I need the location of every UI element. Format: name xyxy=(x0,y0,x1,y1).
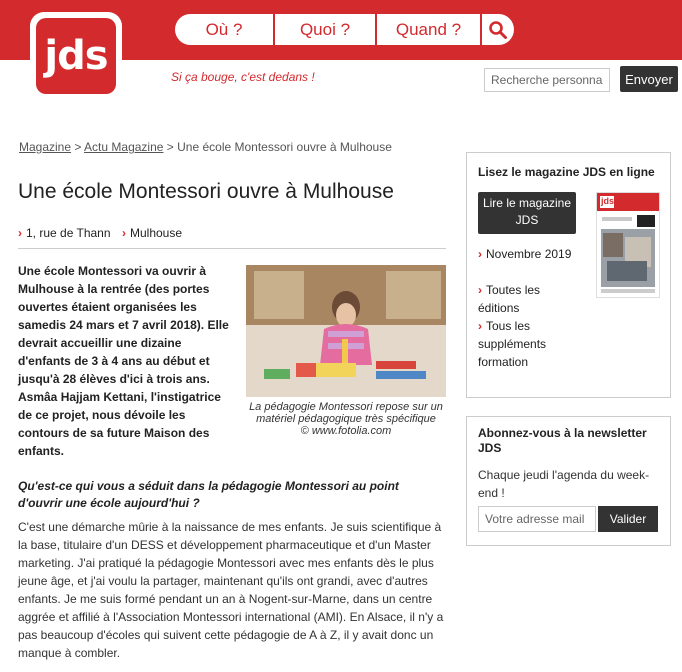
chevron-right-icon: › xyxy=(478,247,482,261)
sidebar-link-supplements[interactable] xyxy=(478,317,578,371)
city-text: Mulhouse xyxy=(130,226,183,240)
search-submit-button[interactable]: Envoyer xyxy=(620,66,678,92)
article-title: Une école Montessori ouvre à Mulhouse xyxy=(18,180,394,203)
article-lead: Une école Montessori va ouvrir à Mulhouse à la rentrée (des portes ouvertes étaient organisées les samedis 24 mars et 7 avril 2018). Elle devrait accueillir une dizaine d'enfants de 3 à 4 ans au début et jusqu'à 28 élèves d'ici à trois ans. Asmâa Hajjam Kettani, l'instigatrice de ce projet, nous dévoile les contours de sa future Maison des enfants. xyxy=(18,264,229,458)
sidebar-link-editions[interactable] xyxy=(478,281,578,317)
article-body: C'est une démarche mûrie à la naissance de mes enfants. Je suis scientifique à la base, titulaire d'un DESS et développement pharmaceutique et d'un Master marketing. J'ai pratiqué la pédagogie Montessori avec mes enfants dès le plus jeune âge, et j'ai voulu la partager, maintenant qu'ils ont grandi, avec d'autres enfants. Je me suis formé pendant un an à Nogent-sur-Marne, dans un centre aggrée et affilié à l'Association Montessori international (AMI). En Alsace, il n'y a pas beaucoup d'écoles qui suivent cette pédagogie de A à Z, il y avait donc un manque à combler. xyxy=(18,520,444,660)
site-slogan: Si ça bouge, c'est dedans ! xyxy=(171,70,315,84)
divider xyxy=(18,248,446,249)
jds-logo[interactable] xyxy=(30,12,122,100)
chevron-right-icon: › xyxy=(18,226,22,240)
newsletter-title: Abonnez-vous à la newsletter JDS xyxy=(478,426,647,455)
site-header xyxy=(0,0,682,115)
logo-text: jds xyxy=(36,18,116,94)
caption-text: La pédagogie Montessori repose sur un matériel pédagogique très spécifique xyxy=(249,401,443,425)
sidebar-link-label: Toutes les éditions xyxy=(478,283,541,315)
cover-logo: jds xyxy=(601,196,615,206)
city-link[interactable] xyxy=(122,226,182,240)
newsletter-text: Chaque jeudi l'agenda du week-end ! xyxy=(478,468,650,500)
sidebar-link-label: Tous les suppléments formation xyxy=(478,319,547,369)
breadcrumb-current: Une école Montessori ouvre à Mulhouse xyxy=(177,140,392,154)
nav-quand[interactable]: Quand ? xyxy=(377,14,480,45)
interview-question: Qu'est-ce qui vous a séduit dans la pédagogie Montessori au point d'ouvrir une école aujourd'hui ? xyxy=(18,479,399,510)
chevron-right-icon: › xyxy=(478,283,482,297)
address-text: 1, rue de Thann xyxy=(26,226,111,240)
site-search-input[interactable]: Recherche personna xyxy=(484,68,610,92)
sidebar-link-novembre[interactable] xyxy=(478,245,578,263)
image-caption xyxy=(246,401,446,437)
chevron-right-icon: › xyxy=(122,226,126,240)
chevron-right-icon: › xyxy=(478,319,482,333)
nav-ou[interactable]: Où ? xyxy=(175,14,273,45)
magazine-cover-illustration xyxy=(597,193,659,297)
breadcrumb: Magazine > Actu Magazine > Une école Montessori ouvre à Mulhouse xyxy=(19,140,392,154)
email-field[interactable]: Votre adresse mail xyxy=(478,506,596,532)
image-credit: © www.fotolia.com xyxy=(300,425,392,437)
magazine-box-title: Lisez le magazine JDS en ligne xyxy=(478,165,655,179)
breadcrumb-magazine[interactable]: Magazine xyxy=(19,140,72,154)
montessori-photo-illustration xyxy=(246,265,446,397)
magazine-cover[interactable] xyxy=(596,192,660,298)
breadcrumb-actu-magazine[interactable]: Actu Magazine xyxy=(84,140,164,154)
nav-quoi[interactable]: Quoi ? xyxy=(275,14,375,45)
newsletter-submit-button[interactable]: Valider xyxy=(598,506,658,532)
search-icon xyxy=(488,20,508,40)
read-magazine-button[interactable]: Lire le magazine JDS xyxy=(478,192,576,234)
address-link[interactable] xyxy=(18,226,111,240)
header-search-button[interactable] xyxy=(482,14,514,45)
sidebar-link-label: Novembre 2019 xyxy=(486,247,572,261)
article-image xyxy=(246,265,446,397)
